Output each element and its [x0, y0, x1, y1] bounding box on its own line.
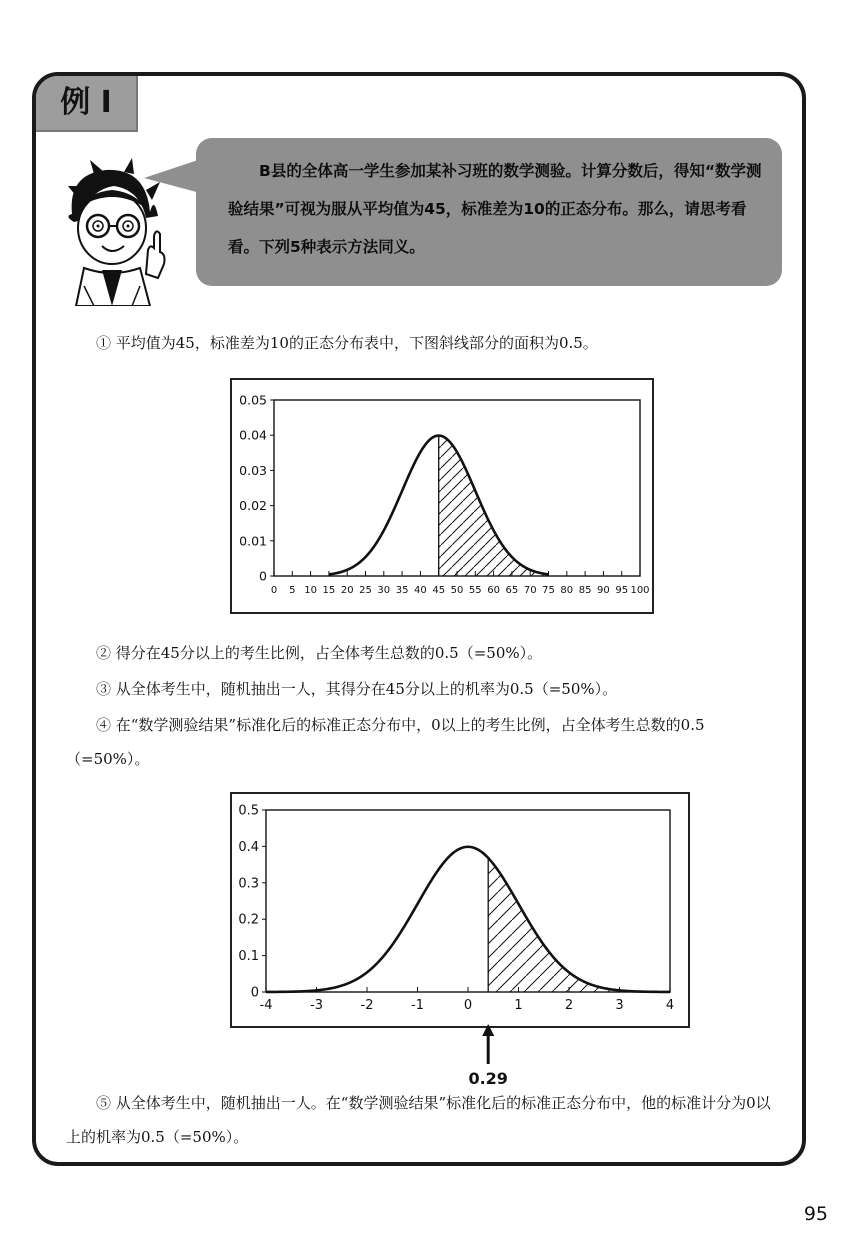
x-tick-label: 4	[665, 998, 675, 1013]
item-5: ⑤ 从全体考生中，随机抽出一人。在“数学测验结果”标准化后的标准正态分布中，他的标准计分为0以上的机率为0.5（=50%）。	[66, 1094, 771, 1146]
x-tick-label: 50	[450, 585, 464, 596]
x-tick-label: 1	[514, 998, 523, 1013]
plot-area	[266, 810, 670, 992]
x-tick-label: 10	[304, 585, 317, 596]
y-tick-label: 0.03	[239, 462, 267, 478]
y-tick-label: 0.3	[238, 876, 259, 892]
y-tick-label: 0.2	[238, 912, 259, 928]
shaded-area	[439, 436, 549, 576]
x-tick-label: 45	[432, 585, 446, 596]
chart-standard-normal	[230, 792, 690, 1028]
y-tick-label: 0.5	[238, 803, 259, 819]
page-number: 95	[803, 1203, 828, 1225]
intro-text: B县的全体高一学生参加某补习班的数学测验。计算分数后，得知“数学测验结果”可视为服从平均值为45，标准差为10的正态分布。那么，请思考看看。下列5种表示方法同义。	[228, 162, 762, 256]
shaded-area	[488, 858, 670, 992]
y-tick-label: 0.05	[239, 392, 267, 408]
x-tick-label: 5	[289, 585, 296, 596]
x-tick-label: 0	[270, 585, 278, 596]
x-tick-label: 85	[578, 585, 592, 596]
x-tick-label: -3	[310, 998, 323, 1013]
speech-bubble-tail	[144, 150, 204, 200]
example-tag: 例 I	[36, 76, 138, 132]
y-tick-label: 0.4	[238, 839, 259, 855]
y-tick-label: 0	[259, 568, 267, 584]
annotation-arrow-head	[482, 1024, 494, 1036]
y-tick-label: 0.02	[239, 498, 267, 514]
chart-standard-normal-svg	[232, 794, 688, 1026]
x-tick-label: 60	[487, 585, 500, 596]
x-tick-label: 25	[359, 585, 372, 596]
y-tick-label: 0	[250, 985, 259, 1001]
item-1: ① 平均值为45，标准差为10的正态分布表中，下图斜线部分的面积为0.5。	[96, 334, 598, 352]
x-tick-label: 15	[322, 585, 336, 596]
x-tick-label: 80	[560, 585, 574, 596]
chart-annotation	[436, 1024, 556, 1094]
item-4: ④ 在“数学测验结果”标准化后的标准正态分布中，0以上的考生比例，占全体考生总数的0.5（=50%）。	[66, 716, 705, 768]
x-tick-label: 30	[377, 585, 391, 596]
x-tick-label: 40	[414, 585, 427, 596]
x-tick-label: 95	[615, 585, 629, 596]
x-tick-label: 100	[630, 585, 650, 596]
chart-normal-45-10-svg	[232, 380, 652, 612]
y-tick-label: 0.1	[238, 949, 259, 965]
density-curve	[266, 847, 670, 992]
x-tick-label: 2	[564, 998, 574, 1013]
x-tick-label: -1	[411, 998, 424, 1013]
x-tick-label: 75	[542, 585, 555, 596]
x-tick-label: 35	[395, 585, 409, 596]
x-tick-label: -4	[259, 998, 273, 1013]
x-tick-label: 20	[340, 585, 354, 596]
x-tick-label: 70	[523, 585, 537, 596]
x-tick-label: 0	[463, 998, 473, 1013]
y-tick-label: 0.04	[239, 427, 267, 443]
item-2: ② 得分在45分以上的考生比例，占全体考生总数的0.5（=50%）。	[96, 644, 543, 662]
x-tick-label: 65	[505, 585, 519, 596]
y-tick-label: 0.01	[239, 533, 267, 549]
x-tick-label: 3	[615, 998, 624, 1013]
x-tick-label: -2	[360, 998, 374, 1013]
annotation-label: 0.29	[468, 1069, 508, 1088]
item-3: ③ 从全体考生中，随机抽出一人，其得分在45分以上的机率为0.5（=50%）。	[96, 680, 618, 698]
x-tick-label: 55	[468, 585, 482, 596]
x-tick-label: 90	[597, 585, 610, 596]
chart-normal-45-10	[230, 378, 654, 614]
example-frame	[32, 72, 806, 1166]
